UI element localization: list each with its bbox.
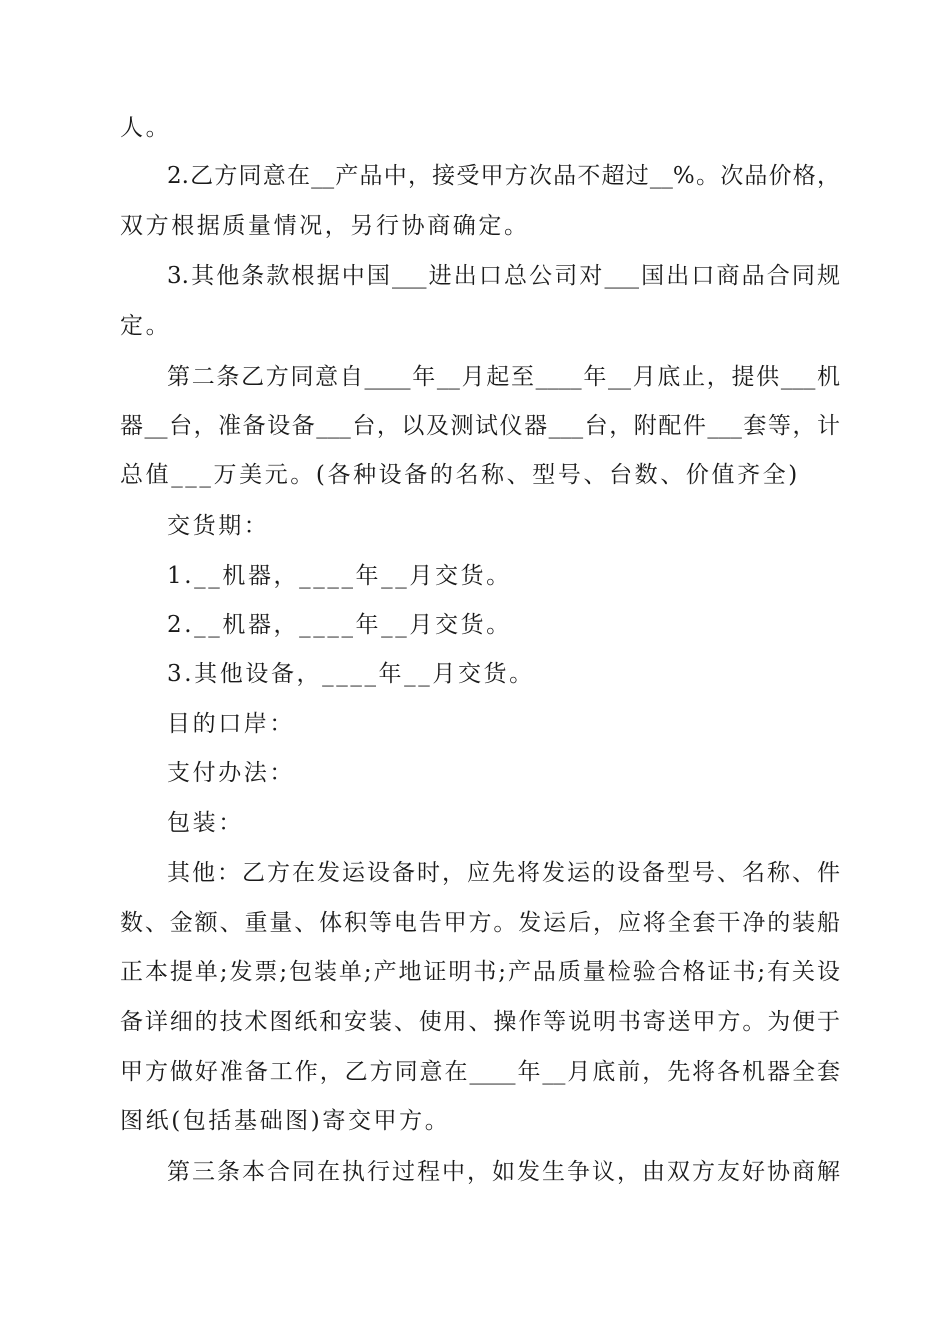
text-line: 3.其他设备，____年__月交货。 bbox=[167, 661, 535, 687]
text-line: 器__台，准备设备___台，以及测试仪器___台，附配件___套等，计 bbox=[120, 413, 841, 439]
text-line: 图纸(包括基础图)寄交甲方。 bbox=[120, 1108, 451, 1134]
text-line: 2.乙方同意在__产品中，接受甲方次品不超过__%。次品价格， bbox=[167, 163, 840, 189]
text-line: 包装： bbox=[167, 810, 244, 836]
text-line: 第三条本合同在执行过程中，如发生争议，由双方友好协商解 bbox=[167, 1159, 840, 1185]
text-line: 人。 bbox=[120, 115, 172, 141]
text-line: 甲方做好准备工作，乙方同意在____年__月底前，先将各机器全套 bbox=[120, 1059, 840, 1085]
text-line: 数、金额、重量、体积等电告甲方。发运后，应将全套干净的装船 bbox=[120, 910, 840, 936]
text-line: 目的口岸： bbox=[167, 711, 295, 737]
text-line: 双方根据质量情况，另行协商确定。 bbox=[120, 213, 530, 239]
text-line: 交货期： bbox=[167, 513, 270, 539]
text-line: 支付办法： bbox=[167, 760, 295, 786]
text-line: 1.__机器，____年__月交货。 bbox=[167, 563, 512, 589]
text-line: 第二条乙方同意自____年__月起至____年__月底止，提供___机 bbox=[167, 364, 840, 390]
text-line: 其他：乙方在发运设备时，应先将发运的设备型号、名称、件 bbox=[167, 860, 840, 886]
text-line: 正本提单;发票;包装单;产地证明书;产品质量检验合格证书;有关设 bbox=[120, 959, 840, 985]
text-line: 定。 bbox=[120, 313, 172, 339]
text-line: 2.__机器，____年__月交货。 bbox=[167, 612, 512, 638]
text-line: 总值___万美元。(各种设备的名称、型号、台数、价值齐全) bbox=[120, 462, 800, 488]
text-line: 3.其他条款根据中国___进出口总公司对___国出口商品合同规 bbox=[167, 263, 840, 289]
text-line: 备详细的技术图纸和安装、使用、操作等说明书寄送甲方。为便于 bbox=[120, 1009, 840, 1035]
